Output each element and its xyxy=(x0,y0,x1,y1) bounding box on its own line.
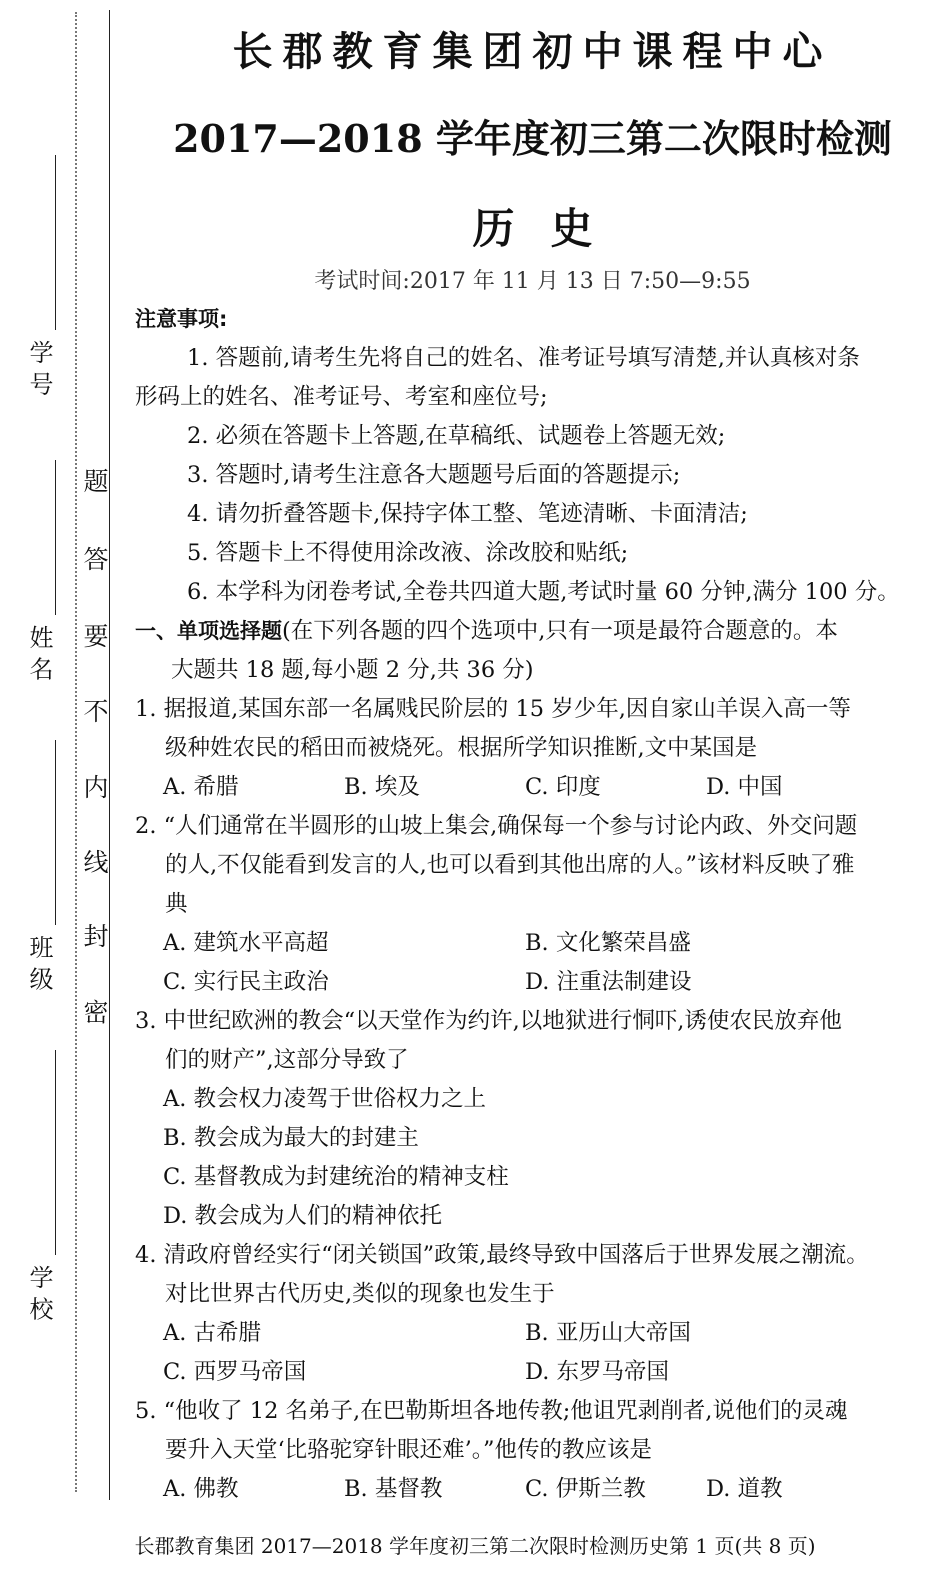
option-d: D. 注重法制建设 xyxy=(525,969,692,995)
option-b: B. 亚历山大帝国 xyxy=(525,1320,691,1346)
seal-char-8: 密 xyxy=(83,998,109,1027)
class-field xyxy=(22,935,58,991)
options xyxy=(135,1314,930,1353)
class-label: 班 级 xyxy=(25,935,53,991)
question-text: 们的财产”,这部分导致了 xyxy=(165,1047,409,1073)
option-c: C. 西罗马帝国 xyxy=(163,1359,307,1385)
section-title: 一、单项选择题 xyxy=(135,619,282,643)
notes-heading: 注意事项: xyxy=(135,307,228,331)
question-1 xyxy=(135,690,930,807)
option-b: B. 基督教 xyxy=(344,1476,443,1502)
section-description: (在下列各题的四个选项中,只有一项是最符合题意的。本 xyxy=(282,618,838,644)
options xyxy=(135,768,930,807)
note-item: 6. 本学科为闭卷考试,全卷共四道大题,考试时量 60 分钟,满分 100 分。 xyxy=(187,579,900,605)
student-number-blank xyxy=(55,155,56,330)
option-a: A. 教会权力凌驾于世俗权力之上 xyxy=(163,1086,487,1112)
student-number-label: 学 号 xyxy=(25,340,53,396)
organization-name: 长郡教育集团初中课程中心 xyxy=(232,29,833,75)
seal-char-7: 封 xyxy=(83,922,109,951)
option-a: A. 古希腊 xyxy=(163,1320,262,1346)
page-footer: 长郡教育集团 2017—2018 学年度初三第二次限时检测历史第 1 页(共 8 页) xyxy=(134,1534,816,1558)
option-a: A. 希腊 xyxy=(163,774,239,800)
option-b: B. 文化繁荣昌盛 xyxy=(525,930,691,956)
question-text: 1. 据报道,某国东部一名属贱民阶层的 15 岁少年,因自家山羊误入高一等 xyxy=(135,696,851,722)
question-text: 要升入天堂‘比骆驼穿针眼还难’。”他传的教应该是 xyxy=(165,1437,653,1463)
seal-char-1: 题 xyxy=(83,467,109,496)
option-d: D. 东罗马帝国 xyxy=(525,1359,670,1385)
question-text: 2. “人们通常在半圆形的山坡上集会,确保每一个参与讨论内政、外交问题 xyxy=(135,813,858,839)
note-item: 3. 答题时,请考生注意各大题题号后面的答题提示; xyxy=(187,462,681,488)
note-item: 5. 答题卡上不得使用涂改液、涂改胶和贴纸; xyxy=(187,540,629,566)
question-4 xyxy=(135,1236,930,1392)
student-number-field xyxy=(22,340,58,396)
option-c: C. 印度 xyxy=(525,774,601,800)
options xyxy=(135,963,930,1002)
seal-char-2: 答 xyxy=(83,545,109,574)
option-d: D. 教会成为人们的精神依托 xyxy=(163,1203,443,1229)
option-a: A. 佛教 xyxy=(163,1476,239,1502)
options xyxy=(135,1470,930,1509)
seal-dotted-line xyxy=(75,12,77,1492)
class-blank xyxy=(55,740,56,925)
note-item: 4. 请勿折叠答题卡,保持字体工整、笔迹清晰、卡面清洁; xyxy=(187,501,748,527)
school-label: 学 校 xyxy=(25,1265,53,1321)
option-c: C. 伊斯兰教 xyxy=(525,1476,646,1502)
exam-time: 考试时间:2017 年 11 月 13 日 7:50—9:55 xyxy=(314,269,751,294)
options xyxy=(135,1353,930,1392)
question-3 xyxy=(135,1002,930,1236)
option-d: D. 道教 xyxy=(706,1476,783,1502)
option-d: D. 中国 xyxy=(706,774,783,800)
note-item: 形码上的姓名、准考证号、考室和座位号; xyxy=(135,384,548,410)
question-text: 3. 中世纪欧洲的教会“以天堂作为约许,以地狱进行恫吓,诱使农民放弃他 xyxy=(135,1008,842,1034)
option-b: B. 埃及 xyxy=(344,774,420,800)
option-a: A. 建筑水平高超 xyxy=(163,930,329,956)
option-c: C. 基督教成为封建统治的精神支柱 xyxy=(163,1164,509,1190)
option-c: C. 实行民主政治 xyxy=(163,969,329,995)
exam-content xyxy=(135,300,930,1509)
binding-line xyxy=(109,10,110,1500)
seal-char-4: 不 xyxy=(83,697,109,726)
seal-char-6: 线 xyxy=(83,848,109,877)
question-5 xyxy=(135,1392,930,1509)
student-name-blank xyxy=(55,460,56,615)
question-text: 典 xyxy=(165,891,188,917)
note-item: 2. 必须在答题卡上答题,在草稿纸、试题卷上答题无效; xyxy=(187,423,726,449)
question-text: 5. “他收了 12 名弟子,在巴勒斯坦各地传教;他诅咒剥削者,说他们的灵魂 xyxy=(135,1398,848,1424)
question-text: 对比世界古代历史,类似的现象也发生于 xyxy=(165,1281,555,1307)
school-blank xyxy=(55,1050,56,1255)
question-2 xyxy=(135,807,930,1002)
options xyxy=(135,924,930,963)
note-item: 1. 答题前,请考生先将自己的姓名、准考证号填写清楚,并认真核对条 xyxy=(187,345,860,371)
exam-title: 2017—2018 学年度初三第二次限时检测 xyxy=(173,116,892,161)
question-text: 的人,不仅能看到发言的人,也可以看到其他出席的人。”该材料反映了雅 xyxy=(165,852,855,878)
school-field xyxy=(22,1265,58,1321)
option-b: B. 教会成为最大的封建主 xyxy=(163,1125,419,1151)
student-name-label: 姓 名 xyxy=(25,625,53,681)
binding-margin xyxy=(0,0,120,1580)
seal-char-3: 要 xyxy=(83,622,109,651)
question-text: 级种姓农民的稻田而被烧死。根据所学知识推断,文中某国是 xyxy=(165,735,758,761)
subject-title: 历史 xyxy=(472,204,629,253)
question-text: 4. 清政府曾经实行“闭关锁国”政策,最终导致中国落后于世界发展之潮流。 xyxy=(135,1242,869,1268)
section-header xyxy=(135,612,930,651)
section-description-cont: 大题共 18 题,每小题 2 分,共 36 分) xyxy=(171,657,534,683)
student-name-field xyxy=(22,625,58,681)
seal-char-5: 内 xyxy=(83,773,109,802)
